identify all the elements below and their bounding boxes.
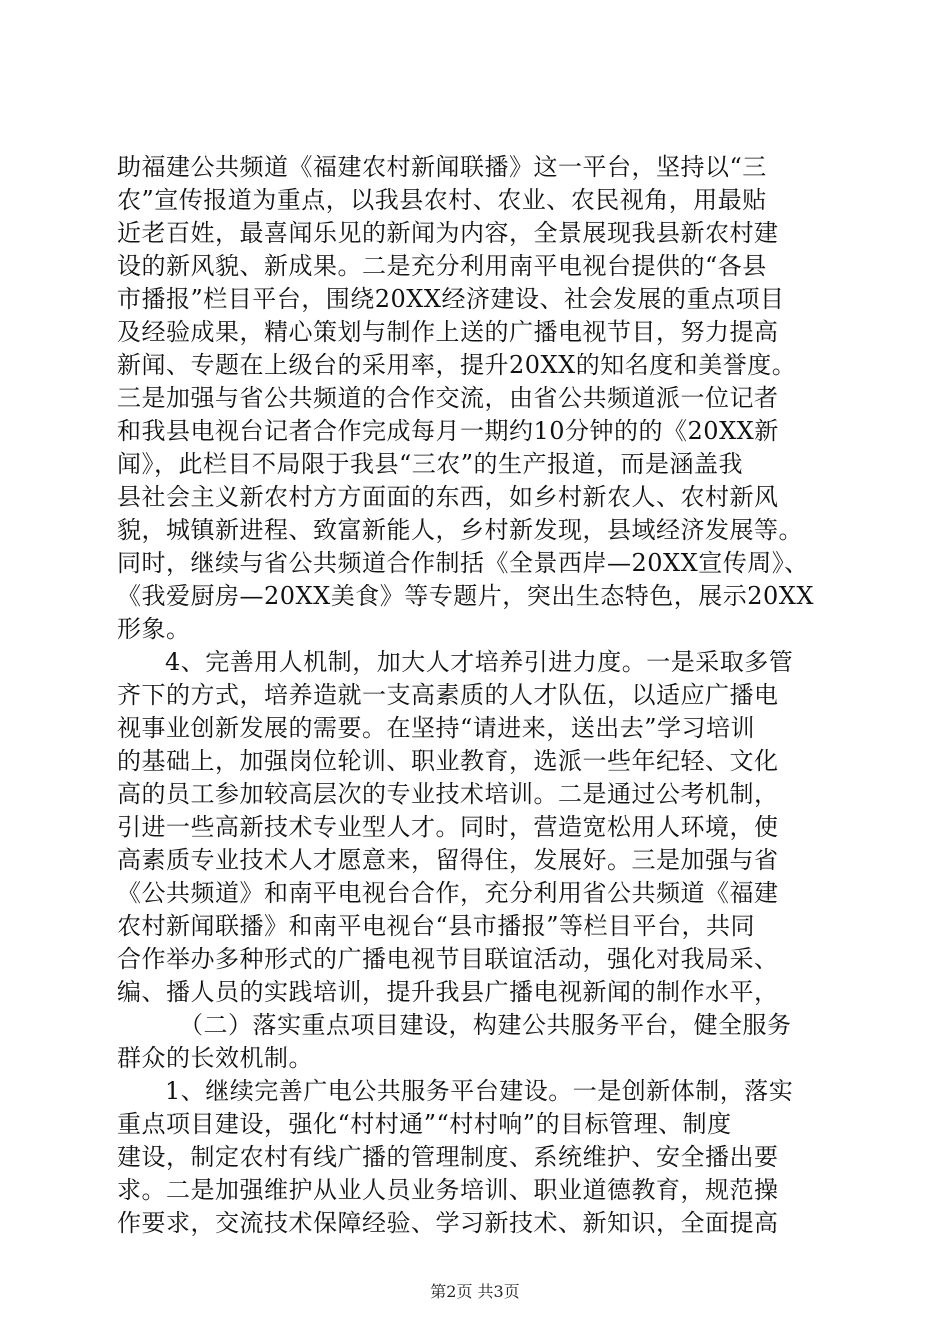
text-line: 重点项目建设，强化“村村通”“村村响”的目标管理、制度 [117, 1110, 732, 1138]
text-line: 求。二是加强维护从业人员业务培训、职业道德教育，规范操 [117, 1176, 779, 1204]
text-line: 建设，制定农村有线广播的管理制度、系统维护、安全播出要 [117, 1143, 779, 1171]
text-line: 三是加强与省公共频道的合作交流，由省公共频道派一位记者 [117, 384, 779, 412]
page-number: 第2页 共3页 [430, 1282, 520, 1301]
section-heading-line: （二）落实重点项目建设，构建公共服务平台，健全服务 [179, 1011, 792, 1039]
text-line: 《公共频道》和南平电视台合作，充分利用省公共频道《福建 [117, 879, 779, 907]
paragraph-start-line: 4、完善用人机制，加大人才培养引进力度。一是采取多管 [165, 648, 794, 676]
text-line: 群众的长效机制。 [117, 1044, 313, 1072]
text-line: 农村新闻联播》和南平电视台“县市播报”等栏目平台，共同 [117, 912, 756, 940]
text-line: 编、播人员的实践培训，提升我县广播电视新闻的制作水平， [117, 978, 779, 1006]
text-line: 市播报”栏目平台，围绕20XX经济建设、社会发展的重点项目 [117, 285, 785, 313]
text-line: 齐下的方式，培养造就一支高素质的人才队伍，以适应广播电 [117, 681, 779, 709]
text-line: 形象。 [117, 615, 191, 643]
text-line: 《我爱厨房—20XX美食》等专题片，突出生态特色，展示20XX [117, 582, 814, 610]
text-line: 引进一些高新技术专业型人才。同时，营造宽松用人环境，使 [117, 813, 779, 841]
text-line: 农”宣传报道为重点，以我县农村、农业、农民视角，用最贴 [117, 186, 767, 214]
text-line: 同时，继续与省公共频道合作制括《全景西岸—20XX宣传周》、 [117, 549, 809, 577]
paragraph-start-line: 1、继续完善广电公共服务平台建设。一是创新体制，落实 [165, 1077, 794, 1105]
text-line: 近老百姓，最喜闻乐见的新闻为内容，全景展现我县新农村建 [117, 219, 779, 247]
body-text [117, 151, 833, 1240]
text-line: 闻》，此栏目不局限于我县“三农”的生产报道，而是涵盖我 [117, 450, 744, 478]
text-line: 县社会主义新农村方方面面的东西，如乡村新农人、农村新风 [117, 483, 779, 511]
text-line: 助福建公共频道《福建农村新闻联播》这一平台，坚持以“三 [117, 153, 767, 181]
text-line: 合作举办多种形式的广播电视节目联谊活动，强化对我局采、 [117, 945, 779, 973]
text-line: 作要求，交流技术保障经验、学习新技术、新知识，全面提高 [117, 1209, 779, 1237]
text-line: 的基础上，加强岗位轮训、职业教育，选派一些年纪轻、文化 [117, 747, 779, 775]
text-line: 新闻、专题在上级台的采用率，提升20XX的知名度和美誉度。 [117, 351, 797, 379]
text-line: 高素质专业技术人才愿意来，留得住，发展好。三是加强与省 [117, 846, 779, 874]
text-line: 设的新风貌、新成果。二是充分利用南平电视台提供的“各县 [117, 252, 767, 280]
text-line: 和我县电视台记者合作完成每月一期约10分钟的的《20XX新 [117, 417, 779, 445]
text-line: 及经验成果，精心策划与制作上送的广播电视节目，努力提高 [117, 318, 779, 346]
text-line: 视事业创新发展的需要。在坚持“请进来，送出去”学习培训 [117, 714, 756, 742]
text-line: 高的员工参加较高层次的专业技术培训。二是通过公考机制， [117, 780, 779, 808]
text-line: 貌，城镇新进程、致富新能人，乡村新发现，县域经济发展等。 [117, 516, 803, 544]
